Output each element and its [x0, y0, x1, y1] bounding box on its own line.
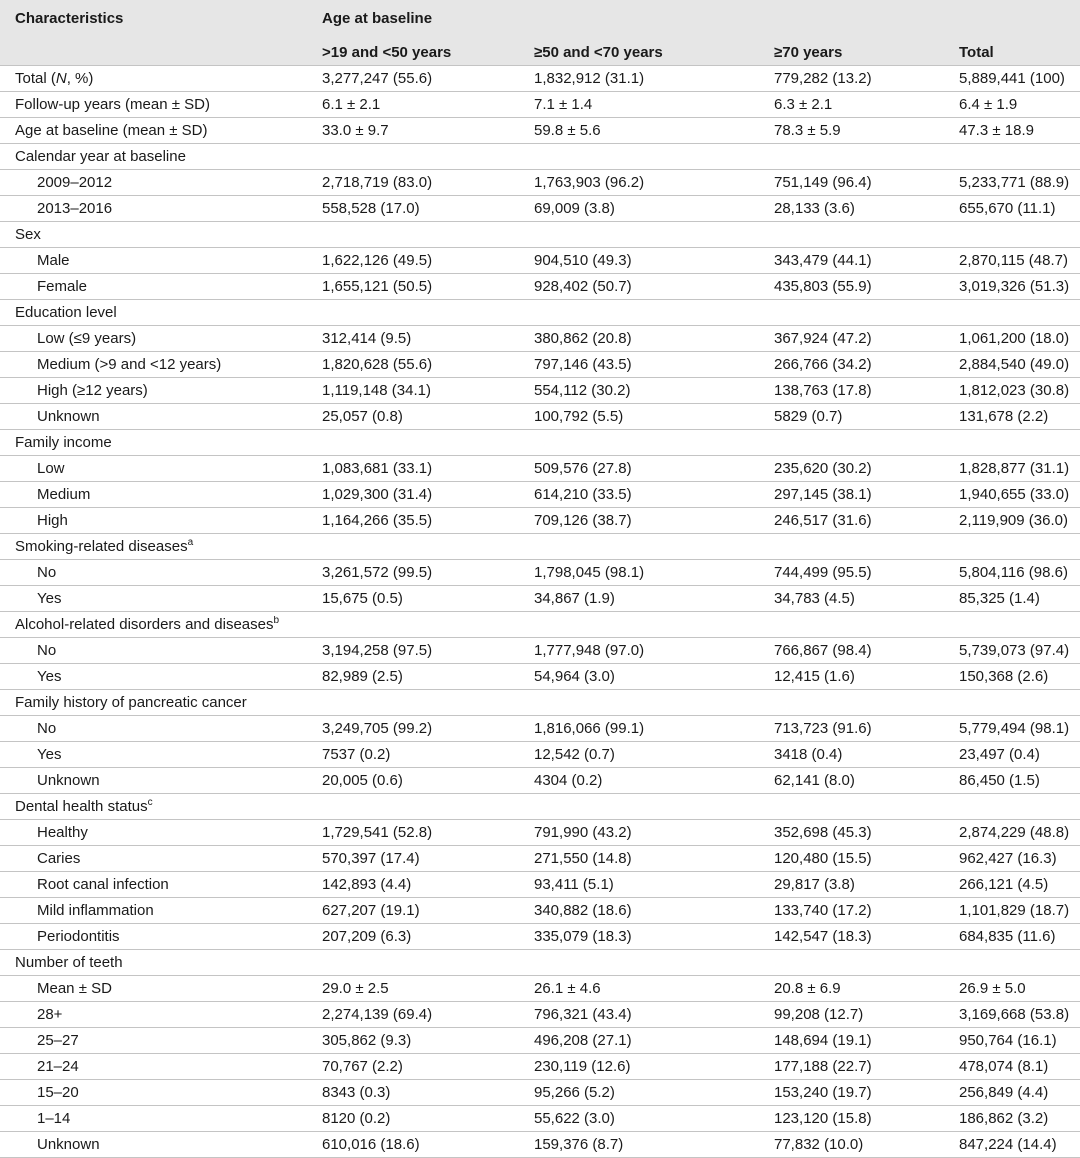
- row-value: 380,862 (20.8): [534, 330, 632, 347]
- row-value: 34,783 (4.5): [774, 590, 855, 607]
- row-label-text: Yes: [37, 590, 62, 607]
- row-label: [0, 356, 308, 373]
- table-row: [0, 456, 1080, 482]
- table-row: [0, 222, 1080, 248]
- row-value: 246,517 (31.6): [774, 512, 872, 529]
- row-value: 2,884,540 (49.0): [959, 356, 1070, 373]
- row-label-text: Low: [37, 460, 65, 477]
- row-label: [0, 278, 308, 295]
- table-row: [0, 482, 1080, 508]
- row-value: 751,149 (96.4): [774, 174, 872, 191]
- row-value: 496,208 (27.1): [534, 1032, 632, 1049]
- row-label: [0, 564, 308, 581]
- row-label-text: Caries: [37, 850, 81, 867]
- row-value: 82,989 (2.5): [322, 668, 403, 685]
- table-row: [0, 352, 1080, 378]
- row-value: 367,924 (47.2): [774, 330, 872, 347]
- header-characteristics: Characteristics: [15, 10, 124, 27]
- row-label-text: Follow-up years (mean ± SD): [15, 96, 210, 113]
- row-value: 352,698 (45.3): [774, 824, 872, 841]
- row-value: 59.8 ± 5.6: [534, 122, 601, 139]
- table-row: [0, 768, 1080, 794]
- row-value: 138,763 (17.8): [774, 382, 872, 399]
- table-row: [0, 1002, 1080, 1028]
- row-value: 150,368 (2.6): [959, 668, 1049, 685]
- row-label-text: Age at baseline (mean ± SD): [15, 122, 208, 139]
- table-row: [0, 508, 1080, 534]
- row-value: 1,029,300 (31.4): [322, 486, 433, 503]
- row-value: 20.8 ± 6.9: [774, 980, 841, 997]
- row-value: 684,835 (11.6): [959, 928, 1056, 945]
- footnote-marker: a: [187, 538, 194, 548]
- row-value: 93,411 (5.1): [534, 876, 614, 893]
- row-value: 33.0 ± 9.7: [322, 122, 389, 139]
- row-value: 78.3 ± 5.9: [774, 122, 841, 139]
- row-value: 271,550 (14.8): [534, 850, 632, 867]
- table-row: [0, 118, 1080, 144]
- row-value: 23,497 (0.4): [959, 746, 1040, 763]
- row-label-text: 2009–2012: [37, 174, 113, 191]
- row-label-text: Female: [37, 278, 88, 295]
- row-value: 610,016 (18.6): [322, 1136, 420, 1153]
- row-value: 1,622,126 (49.5): [322, 252, 433, 269]
- row-label: [0, 200, 308, 217]
- row-label: [0, 434, 308, 451]
- row-label-text: Dental health status: [15, 798, 148, 815]
- table-row: [0, 742, 1080, 768]
- row-label-text: Root canal infection: [37, 876, 169, 893]
- row-value: 62,141 (8.0): [774, 772, 855, 789]
- row-label: [0, 174, 308, 191]
- row-label: [0, 1136, 308, 1153]
- row-label-text: 2013–2016: [37, 200, 113, 217]
- row-value: 1,820,628 (55.6): [322, 356, 433, 373]
- row-value: 131,678 (2.2): [959, 408, 1049, 425]
- row-value: 1,119,148 (34.1): [322, 382, 431, 399]
- row-value: 627,207 (19.1): [322, 902, 420, 919]
- row-value: 69,009 (3.8): [534, 200, 615, 217]
- row-value: 1,798,045 (98.1): [534, 564, 645, 581]
- row-label: [0, 1084, 308, 1101]
- row-label-text: Periodontitis: [37, 928, 120, 945]
- row-value: 235,620 (30.2): [774, 460, 872, 477]
- row-value: 1,763,903 (96.2): [534, 174, 645, 191]
- row-value: 77,832 (10.0): [774, 1136, 864, 1153]
- row-value: 20,005 (0.6): [322, 772, 403, 789]
- row-label-text: 1–14: [37, 1110, 71, 1127]
- row-value: 4304 (0.2): [534, 772, 603, 789]
- row-value: 34,867 (1.9): [534, 590, 615, 607]
- row-value: 3,194,258 (97.5): [322, 642, 433, 659]
- table-row: [0, 430, 1080, 456]
- row-value: 29,817 (3.8): [774, 876, 855, 893]
- row-label-text: No: [37, 564, 57, 581]
- row-value: 509,576 (27.8): [534, 460, 632, 477]
- row-value: 1,061,200 (18.0): [959, 330, 1070, 347]
- table-row: [0, 820, 1080, 846]
- table-row: [0, 92, 1080, 118]
- table-row: [0, 274, 1080, 300]
- row-label: [0, 252, 308, 269]
- table-header-row-2: [0, 40, 1080, 66]
- row-label: [0, 980, 308, 997]
- table-row: [0, 196, 1080, 222]
- row-value: 1,101,829 (18.7): [959, 902, 1070, 919]
- row-label-text: Sex: [15, 226, 41, 243]
- row-value: 3,249,705 (99.2): [322, 720, 433, 737]
- table-body: [0, 66, 1080, 1158]
- row-label-text: Medium: [37, 486, 91, 503]
- row-value: 744,499 (95.5): [774, 564, 872, 581]
- row-value: 133,740 (17.2): [774, 902, 872, 919]
- row-value: 962,427 (16.3): [959, 850, 1057, 867]
- table-row: [0, 898, 1080, 924]
- row-value: 1,816,066 (99.1): [534, 720, 645, 737]
- row-value: 614,210 (33.5): [534, 486, 632, 503]
- table-row: [0, 560, 1080, 586]
- table-row: [0, 144, 1080, 170]
- row-value: 796,321 (43.4): [534, 1006, 632, 1023]
- row-label-text: Yes: [37, 668, 62, 685]
- row-value: 847,224 (14.4): [959, 1136, 1057, 1153]
- row-value: 928,402 (50.7): [534, 278, 632, 295]
- row-value: 177,188 (22.7): [774, 1058, 872, 1075]
- row-value: 159,376 (8.7): [534, 1136, 624, 1153]
- row-label: [0, 382, 308, 399]
- table-row: [0, 1132, 1080, 1158]
- row-value: 2,274,139 (69.4): [322, 1006, 433, 1023]
- row-label: [0, 668, 308, 685]
- row-label: [0, 876, 308, 893]
- row-value: 1,940,655 (33.0): [959, 486, 1070, 503]
- table-row: [0, 586, 1080, 612]
- row-value: 256,849 (4.4): [959, 1084, 1049, 1101]
- row-label-text: No: [37, 642, 57, 659]
- row-label: [0, 1032, 308, 1049]
- row-value: 3,019,326 (51.3): [959, 278, 1070, 295]
- row-value: 2,119,909 (36.0): [959, 512, 1068, 529]
- row-label: [0, 460, 308, 477]
- row-value: 28,133 (3.6): [774, 200, 855, 217]
- table-row: [0, 170, 1080, 196]
- row-value: 95,266 (5.2): [534, 1084, 615, 1101]
- table-row: [0, 638, 1080, 664]
- table-row: [0, 1028, 1080, 1054]
- table-row: [0, 1080, 1080, 1106]
- row-value: 1,832,912 (31.1): [534, 70, 645, 87]
- row-label: [0, 746, 308, 763]
- row-label: [0, 928, 308, 945]
- row-label-text: 21–24: [37, 1058, 79, 1075]
- row-label-text: Total (N, %): [15, 70, 94, 87]
- row-label-text: Mild inflammation: [37, 902, 154, 919]
- row-label: [0, 148, 308, 165]
- row-value: 26.1 ± 4.6: [534, 980, 601, 997]
- row-label: [0, 590, 308, 607]
- row-label: [0, 824, 308, 841]
- row-value: 554,112 (30.2): [534, 382, 631, 399]
- row-value: 47.3 ± 18.9: [959, 122, 1034, 139]
- row-value: 766,867 (98.4): [774, 642, 872, 659]
- table-row: [0, 378, 1080, 404]
- row-label: [0, 226, 308, 243]
- row-label: [0, 1006, 308, 1023]
- row-value: 312,414 (9.5): [322, 330, 412, 347]
- row-value: 86,450 (1.5): [959, 772, 1040, 789]
- row-label: [0, 616, 308, 633]
- row-value: 1,777,948 (97.0): [534, 642, 645, 659]
- row-value: 8343 (0.3): [322, 1084, 391, 1101]
- table-row: [0, 924, 1080, 950]
- table-row: [0, 846, 1080, 872]
- row-value: 5,779,494 (98.1): [959, 720, 1070, 737]
- row-value: 123,120 (15.8): [774, 1110, 872, 1127]
- table-row: [0, 534, 1080, 560]
- row-value: 2,718,719 (83.0): [322, 174, 433, 191]
- header-col-total: Total: [959, 44, 994, 61]
- row-value: 54,964 (3.0): [534, 668, 615, 685]
- row-value: 709,126 (38.7): [534, 512, 632, 529]
- row-label: [0, 954, 308, 971]
- row-value: 779,282 (13.2): [774, 70, 872, 87]
- row-value: 2,874,229 (48.8): [959, 824, 1070, 841]
- row-value: 12,415 (1.6): [774, 668, 855, 685]
- row-value: 15,675 (0.5): [322, 590, 403, 607]
- row-value: 148,694 (19.1): [774, 1032, 872, 1049]
- row-label-text: Mean ± SD: [37, 980, 112, 997]
- table-row: [0, 300, 1080, 326]
- row-label-text: High: [37, 512, 68, 529]
- row-label-text: Low (≤9 years): [37, 330, 137, 347]
- table-row: [0, 794, 1080, 820]
- row-value: 6.3 ± 2.1: [774, 96, 833, 113]
- table-row: [0, 872, 1080, 898]
- table-row: [0, 716, 1080, 742]
- row-value: 3,261,572 (99.5): [322, 564, 433, 581]
- row-value: 100,792 (5.5): [534, 408, 624, 425]
- row-value: 297,145 (38.1): [774, 486, 872, 503]
- row-value: 5,233,771 (88.9): [959, 174, 1070, 191]
- row-value: 5,804,116 (98.6): [959, 564, 1068, 581]
- row-label: [0, 772, 308, 789]
- row-value: 8120 (0.2): [322, 1110, 391, 1127]
- row-label-text: Unknown: [37, 772, 100, 789]
- row-label-text: 25–27: [37, 1032, 79, 1049]
- row-value: 435,803 (55.9): [774, 278, 872, 295]
- row-value: 1,083,681 (33.1): [322, 460, 433, 477]
- row-value: 207,209 (6.3): [322, 928, 412, 945]
- row-label-text: Yes: [37, 746, 62, 763]
- row-value: 142,893 (4.4): [322, 876, 412, 893]
- row-value: 950,764 (16.1): [959, 1032, 1057, 1049]
- row-value: 2,870,115 (48.7): [959, 252, 1068, 269]
- row-value: 266,121 (4.5): [959, 876, 1049, 893]
- row-value: 791,990 (43.2): [534, 824, 632, 841]
- row-value: 3,277,247 (55.6): [322, 70, 433, 87]
- row-label: [0, 1058, 308, 1075]
- footnote-marker: b: [273, 616, 280, 626]
- row-value: 904,510 (49.3): [534, 252, 632, 269]
- row-value: 6.4 ± 1.9: [959, 96, 1018, 113]
- row-value: 305,862 (9.3): [322, 1032, 412, 1049]
- row-label: [0, 330, 308, 347]
- row-label-text: Family history of pancreatic cancer: [15, 694, 247, 711]
- header-col-50-70: ≥50 and <70 years: [534, 44, 663, 61]
- row-value: 3418 (0.4): [774, 746, 843, 763]
- row-value: 340,882 (18.6): [534, 902, 632, 919]
- table-row: [0, 66, 1080, 92]
- row-label-text: 15–20: [37, 1084, 79, 1101]
- table-row: [0, 1054, 1080, 1080]
- header-age-at-baseline: Age at baseline: [322, 10, 433, 27]
- table-row: [0, 612, 1080, 638]
- row-value: 29.0 ± 2.5: [322, 980, 389, 997]
- row-value: 1,164,266 (35.5): [322, 512, 433, 529]
- row-value: 85,325 (1.4): [959, 590, 1040, 607]
- header-col-19-50: >19 and <50 years: [322, 44, 452, 61]
- row-label-text: Family income: [15, 434, 112, 451]
- row-label-text: Education level: [15, 304, 117, 321]
- row-value: 25,057 (0.8): [322, 408, 403, 425]
- row-value: 186,862 (3.2): [959, 1110, 1049, 1127]
- row-value: 7537 (0.2): [322, 746, 391, 763]
- row-value: 7.1 ± 1.4: [534, 96, 593, 113]
- row-value: 142,547 (18.3): [774, 928, 872, 945]
- table-row: [0, 690, 1080, 716]
- row-value: 5,889,441 (100): [959, 70, 1065, 87]
- table-row: [0, 326, 1080, 352]
- row-value: 478,074 (8.1): [959, 1058, 1049, 1075]
- row-label-text: Calendar year at baseline: [15, 148, 186, 165]
- row-label: [0, 122, 308, 139]
- table-row: [0, 976, 1080, 1002]
- row-label: [0, 720, 308, 737]
- row-value: 99,208 (12.7): [774, 1006, 864, 1023]
- row-value: 26.9 ± 5.0: [959, 980, 1026, 997]
- table-row: [0, 950, 1080, 976]
- row-label-text: Male: [37, 252, 70, 269]
- row-value: 570,397 (17.4): [322, 850, 420, 867]
- table-row: [0, 1106, 1080, 1132]
- row-value: 335,079 (18.3): [534, 928, 632, 945]
- row-value: 55,622 (3.0): [534, 1110, 615, 1127]
- row-value: 3,169,668 (53.8): [959, 1006, 1070, 1023]
- row-value: 558,528 (17.0): [322, 200, 420, 217]
- footnote-marker: c: [147, 798, 153, 808]
- row-label-text: Medium (>9 and <12 years): [37, 356, 222, 373]
- row-value: 713,723 (91.6): [774, 720, 872, 737]
- row-label: [0, 304, 308, 321]
- row-label: [0, 538, 308, 555]
- row-value: 5,739,073 (97.4): [959, 642, 1070, 659]
- row-value: 655,670 (11.1): [959, 200, 1056, 217]
- row-value: 1,655,121 (50.5): [322, 278, 433, 295]
- row-value: 266,766 (34.2): [774, 356, 872, 373]
- row-label: [0, 408, 308, 425]
- row-value: 343,479 (44.1): [774, 252, 872, 269]
- row-label: [0, 486, 308, 503]
- row-value: 797,146 (43.5): [534, 356, 632, 373]
- row-label: [0, 96, 308, 113]
- row-label-text: Unknown: [37, 408, 100, 425]
- table-row: [0, 404, 1080, 430]
- row-value: 120,480 (15.5): [774, 850, 872, 867]
- row-value: 1,729,541 (52.8): [322, 824, 433, 841]
- row-label-text: Alcohol-related disorders and diseases: [15, 616, 274, 633]
- row-label-text: 28+: [37, 1006, 63, 1023]
- row-label: [0, 798, 308, 815]
- row-label-text: High (≥12 years): [37, 382, 148, 399]
- table-header-row-1: [0, 0, 1080, 40]
- row-value: 1,828,877 (31.1): [959, 460, 1070, 477]
- header-col-70: ≥70 years: [774, 44, 843, 61]
- row-value: 5829 (0.7): [774, 408, 843, 425]
- row-label-text: Unknown: [37, 1136, 100, 1153]
- row-value: 12,542 (0.7): [534, 746, 615, 763]
- row-value: 1,812,023 (30.8): [959, 382, 1070, 399]
- row-label: [0, 850, 308, 867]
- row-label-text: No: [37, 720, 57, 737]
- table-row: [0, 248, 1080, 274]
- row-label-text: Healthy: [37, 824, 88, 841]
- row-label: [0, 902, 308, 919]
- table-row: [0, 664, 1080, 690]
- row-value: 230,119 (12.6): [534, 1058, 631, 1075]
- row-label-text: Number of teeth: [15, 954, 123, 971]
- row-label: [0, 512, 308, 529]
- row-value: 70,767 (2.2): [322, 1058, 403, 1075]
- row-value: 153,240 (19.7): [774, 1084, 872, 1101]
- row-label-text: Smoking-related diseases: [15, 538, 188, 555]
- row-label: [0, 1110, 308, 1127]
- row-value: 6.1 ± 2.1: [322, 96, 381, 113]
- row-label: [0, 70, 308, 87]
- row-label: [0, 642, 308, 659]
- row-label: [0, 694, 308, 711]
